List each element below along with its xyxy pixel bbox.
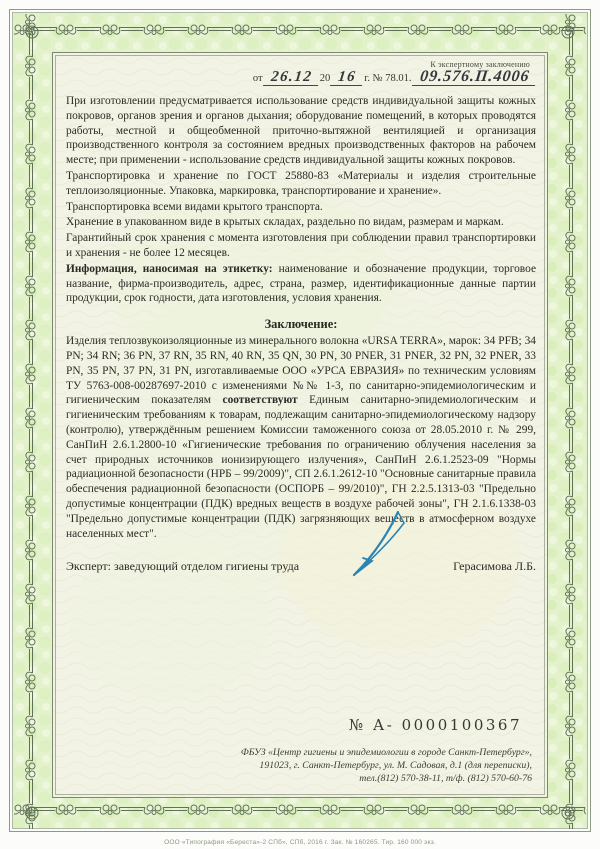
conclusion-verdict-bold: соответствуют [222, 394, 298, 407]
expert-row [66, 559, 536, 574]
conclusion-paragraph [66, 334, 536, 541]
date-handwritten-field: 26.12 [263, 70, 320, 86]
header-annotation: К экспертному заключению [430, 60, 530, 69]
registry-prefix-label: г. № 78.01. [364, 73, 412, 84]
expert-title-label: Эксперт: заведующий отделом гигиены труда [66, 559, 300, 574]
reference-number-line [66, 69, 536, 86]
conclusion-title: Заключение: [264, 317, 338, 332]
label-info-rest: наименование и обозначение продукции, торговое название, фирма-производитель, адрес, страна, размер, идентификационные данные партии продукции, срок годности, дата изготовления, условия хранения. [66, 262, 537, 305]
organization-footer [241, 746, 532, 785]
century-label: 20 [319, 73, 331, 84]
paragraph-manufacturing-requirements: При изготовлении предусматривается использование средств индивидуальной защиты кожных покровов, органов зрения и органов дыхания; оборудование помещений, в которых проводятся работы, местной и общеобменной приточно-вытяжной вентиляцией и организация производственного контроля за состоянием вредных производственных факторов на рабочем месте; при применении - использование средств индивидуальной защиты кожных покровов. [66, 95, 536, 167]
label-info-lead: Информация, наносимая на этикетку: [66, 262, 273, 275]
expert-name: Герасимова Л.Б. [453, 559, 536, 574]
header-reference-block [66, 60, 536, 86]
paragraph-transport-gost: Транспортировка и хранение по ГОСТ 25880-83 «Материалы и изделия строительные теплоизоляционные. Упаковка, маркировка, транспортирование и хранение». [66, 169, 536, 197]
org-footer-line-3: тел.(812) 570-38-11, т/ф. (812) 570-60-76 [359, 773, 532, 784]
case-number-handwritten-field: 09.576.П.4006 [412, 69, 538, 86]
conclusion-text-before: Изделия теплозвукоизоляционные из минерального волокна «URSA TERRA», марок: 34 PFB; 34 PN; 34 RN; 36 PN, 37 RN, 35 RN, 40 RN, 35 QN, 30 PN, 30 PNER, 31 PNER, 32 PN, 32 PNER, 33 PN, 35 PN, 37 PN, 31 PN, изготавливаемые ООО «УРСА ЕВРАЗИЯ» по техническим условиям ТУ 5763-008-00287697-2010 с изменениями №№ 1-3, по санитарно-эпидемиологическим и гигиеническим показателям [66, 335, 536, 407]
border-ornament-top [14, 22, 586, 42]
paragraph-label-information [66, 262, 536, 306]
paragraph-transport-types: Транспортировка всеми видами крытого транспорта. [66, 200, 323, 213]
print-house-line: ООО «Типография «Береста»-2 СПб», СПб, 2016 г. Зак. № 160265. Тир. 160 000 экз. [164, 839, 436, 846]
document-inner [52, 52, 548, 798]
border-ornament-right [558, 14, 578, 829]
document-number: № А- 0000100367 [348, 716, 522, 734]
paragraph-storage: Хранение в упакованном виде в крытых складах, раздельно по видам, размерам и маркам. [66, 216, 504, 229]
year-handwritten-field: 16 [330, 70, 364, 86]
from-label: от [252, 73, 263, 84]
border-ornament-left [22, 14, 42, 829]
org-footer-line-2: 191023, г. Санкт-Петербург, ул. М. Садовая, д.1 (для переписки), [259, 760, 532, 771]
conclusion-text-after: Единым санитарно-эпидемиологическим и гигиеническим требованиям к товарам, подлежащим санитарно-эпидемиологическому надзору (контролю), утверждённым решением Комиссии таможенного союза от 28.05.2010 г. № 299, СанПиН 2.6.1.2800-10 «Гигиенические требования по ограничению облучения населения за счет природных источников ионизирующего излучения», СанПиН 2.6.1.2523-09 "Нормы радиационной безопасности (НРБ – 99/2009)", СП 2.6.1.2612-10 "Основные санитарные правила обеспечения радиационной безопасности (ОСПОРБ – 99/2010)", ГН 2.2.5.1313-03 "Предельно допустимые концентрации (ПДК) вредных веществ в воздухе рабочей зоны", ГН 2.1.6.1338-03 "Предельно допустимые концентрации (ПДК) загрязняющих веществ в атмосферном воздухе населенных мест". [66, 394, 536, 540]
org-footer-line-1: ФБУЗ «Центр гигиены и эпидемиологии в городе Санкт-Петербург», [240, 747, 532, 758]
border-ornament-bottom [14, 803, 586, 823]
paragraph-warranty-period: Гарантийный срок хранения с момента изготовления при соблюдении правил транспортировки и хранения - не более 12 месяцев. [66, 232, 536, 259]
